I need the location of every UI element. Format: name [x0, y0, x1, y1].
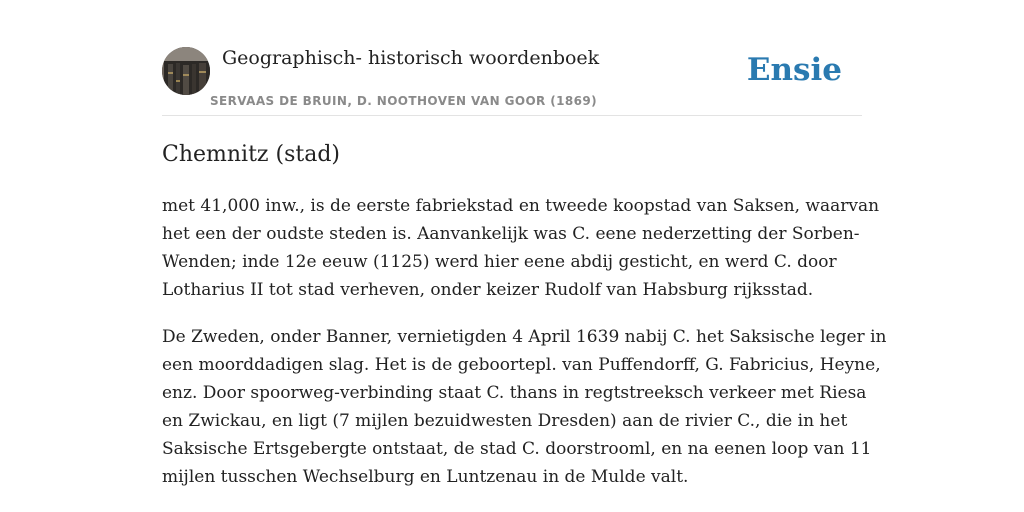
paragraph-line: met 41,000 inw., is de eerste fabriekstad en tweede koopstad van Saksen, waarvan	[162, 196, 880, 216]
paragraph-line: het een der oudste steden is. Aanvankelijk was C. eene nederzetting der Sorben-	[162, 224, 860, 244]
ensie-logo-link[interactable]: Ensie	[746, 52, 842, 88]
paragraph-line: De Zweden, onder Banner, vernietigden 4 April 1639 nabij C. het Saksische leger in	[162, 327, 887, 347]
book-spines-icon	[162, 47, 210, 95]
paragraph-line: Saksische Ertsgebergte ontstaat, de stad C. doorstrooml, en na eenen loop van 11	[162, 439, 872, 459]
entry-paragraph	[162, 323, 887, 491]
entry-title: Chemnitz (stad)	[162, 142, 341, 167]
book-header	[162, 46, 862, 116]
book-cover-avatar[interactable]	[162, 47, 210, 95]
book-title[interactable]: Geographisch- historisch woordenboek	[222, 47, 600, 69]
book-authors: SERVAAS DE BRUIN, D. NOOTHOVEN VAN GOOR (1869)	[210, 94, 598, 108]
paragraph-line: en Zwickau, en ligt (7 mijlen bezuidwesten Dresden) aan de rivier C., die in het	[162, 411, 848, 431]
paragraph-line: Wenden; inde 12e eeuw (1125) werd hier eene abdij gesticht, en werd C. door	[162, 252, 837, 272]
paragraph-line: mijlen tusschen Wechselburg en Luntzenau in de Mulde valt.	[162, 467, 689, 487]
paragraph-line: Lotharius II tot stad verheven, onder keizer Rudolf van Habsburg rijksstad.	[162, 280, 814, 300]
paragraph-line: enz. Door spoorweg-verbinding staat C. thans in regtstreeksch verkeer met Riesa	[162, 383, 867, 403]
entry-body	[162, 192, 887, 510]
paragraph-line: een moorddadigen slag. Het is de geboortepl. van Puffendorff, G. Fabricius, Heyne,	[162, 355, 881, 375]
entry-paragraph	[162, 192, 880, 304]
